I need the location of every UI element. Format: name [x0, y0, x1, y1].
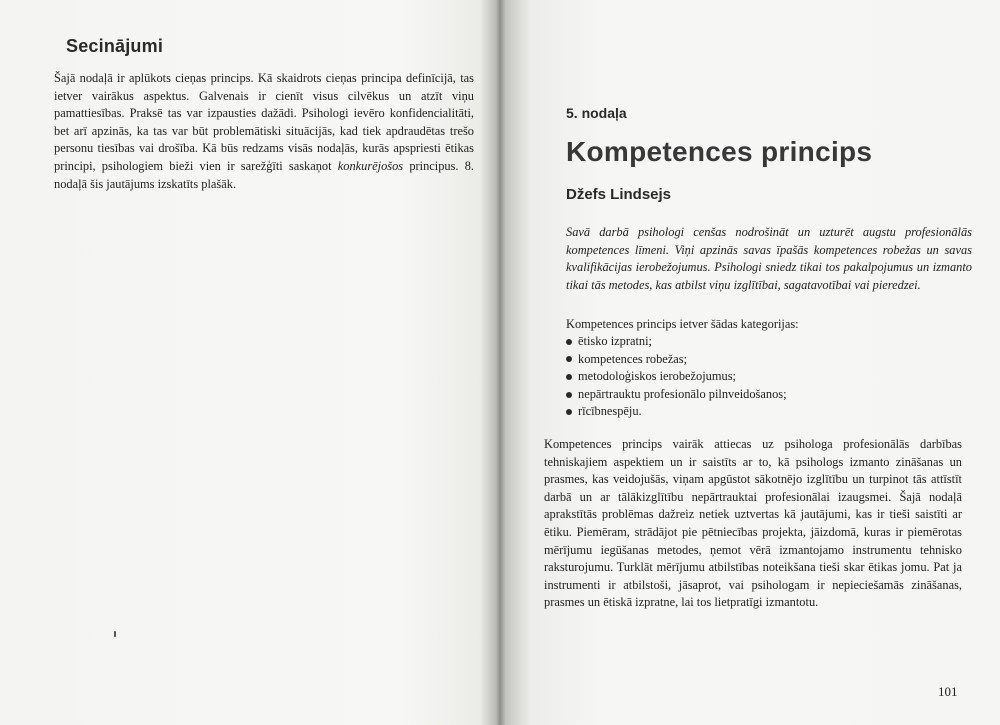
bullet-icon	[566, 339, 572, 345]
conclusions-italic-word: konkurējošos	[337, 158, 404, 173]
chapter-label: 5. nodaļa	[566, 105, 627, 121]
category-item	[566, 386, 787, 404]
conclusions-paragraph	[54, 70, 474, 193]
bullet-icon	[566, 374, 572, 380]
right-page	[502, 0, 1000, 725]
category-label: metodoloģiskos ierobežojumus;	[578, 369, 736, 384]
category-label: nepārtrauktu profesionālo pilnveidošanos;	[578, 386, 787, 401]
category-item	[566, 333, 787, 351]
chapter-body-paragraph: Kompetences princips vairāk attiecas uz psihologa profesionālās darbības tehniskajiem aspektiem un ir saistīts ar to, kā psihologs izmanto zināšanas un prasmes, kas veidojušās, viņam apgūstot sākotnējo izglītību un turpinot tās attīstīt darbā un ar tālākizglītību nepārtrauktai profesionālai izaugsmei. Šajā nodaļā aprakstītās problēmas dažreiz netiek uztvertas kā jautājumi, kas ir tieši saistīti ar ētiku. Piemēram, strādājot pie pētniecības projekta, jāizdomā, kuras ir piemērotas mērījumu iegūšanas metodes, ņemot vērā izmantojamo instrumentu tehnisko raksturojumu. Turklāt mērījumu atbilstības noteikšana tieši skar ētikas jomu. Pat ja instrumenti ir atbilstoši, jāsaprot, vai psihologam ir nepieciešamās zināšanas, prasmes un ētiskā izpratne, lai tos lietpratīgi izmantotu.	[544, 437, 962, 610]
conclusions-text-end: principus. 8. nodaļā šis jautājums izskatīts plašāk.	[54, 158, 474, 191]
ink-speck	[114, 631, 116, 637]
conclusions-heading: Secinājumi	[66, 36, 164, 56]
chapter-author: Džefs Lindsejs	[566, 186, 672, 203]
category-label: ētisko izpratni;	[578, 334, 652, 348]
chapter-abstract: Savā darbā psihologi cenšas nodrošināt un uzturēt augstu profesionālās kompetences līmeni. Viņi apzinās savas īpašās kompetences robežas un savas kvalifikācijas ierobežojumus. Psihologi sniedz tikai tos pakalpojumus un izmanto tikai tās metodes, kas atbilst viņu izglītībai, sagatavotībai vai pieredzei.	[566, 225, 972, 292]
category-item	[566, 351, 787, 369]
categories-intro: Kompetences princips ietver šādas kategorijas:	[566, 317, 799, 331]
left-page	[0, 0, 498, 725]
categories-list	[566, 333, 787, 421]
chapter-title: Kompetences princips	[566, 136, 873, 167]
category-label: rīcībnespēju.	[578, 404, 642, 419]
bullet-icon	[566, 409, 572, 415]
category-item	[566, 403, 787, 421]
category-item	[566, 368, 787, 386]
conclusions-text-start: Šajā nodaļā ir aplūkots cieņas princips. Kā skaidrots cieņas principa definīcijā, tas ietver vairākus aspektus. Galvenais ir cienīt visus cilvēkus un atzīt viņu pamattiesības. Praksē tas var izpausties dažādi. Psihologi ievēro konfidencialitāti, bet arī apzinās, ka tas var būt problemātiski situācijās, kad tiek apdraudētas trešo personu tiesības vai drošība. Kā būs redzams visās nodaļās, kurās apspriesti ētikas principi, psihologiem bieži vien ir sarežģīti saskaņot	[54, 71, 474, 173]
category-label: kompetences robežas;	[578, 351, 688, 366]
page-number: 101	[938, 684, 958, 699]
bullet-icon	[566, 356, 572, 362]
bullet-icon	[566, 392, 572, 398]
